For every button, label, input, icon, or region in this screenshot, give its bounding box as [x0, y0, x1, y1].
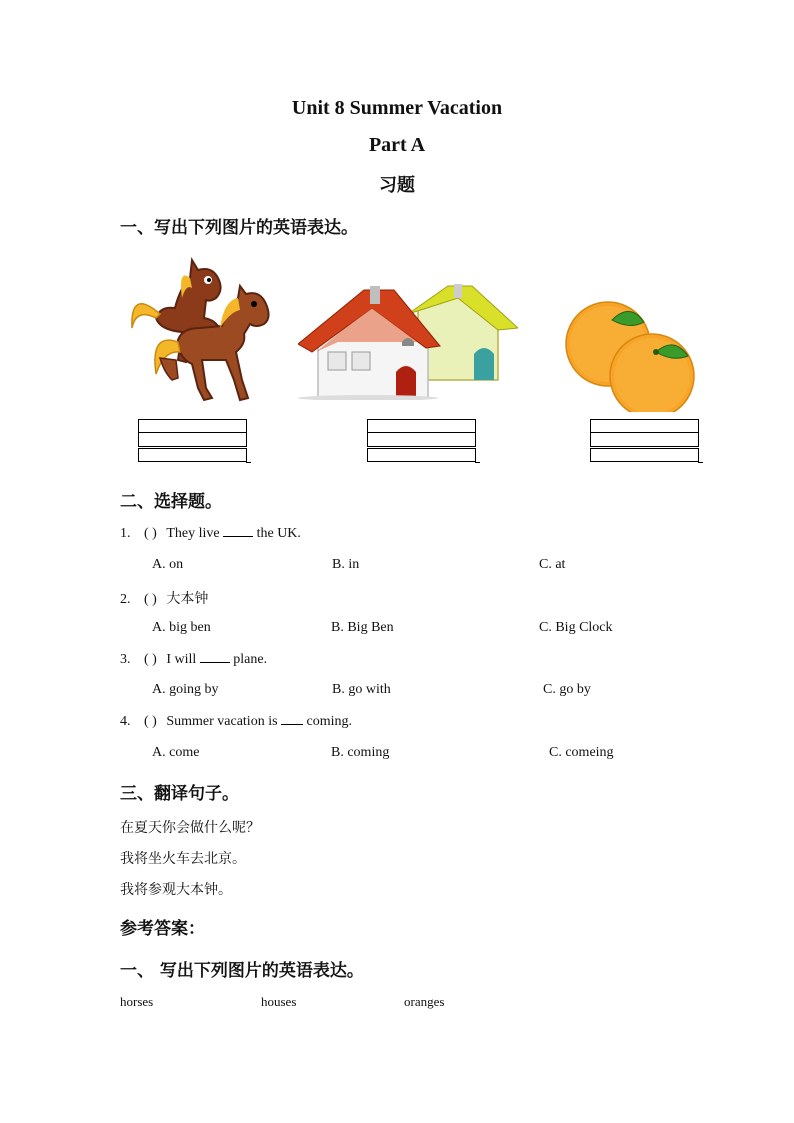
- option-b: B. Big Ben: [331, 620, 394, 635]
- section1-heading: 一、写出下列图片的英语表达。: [120, 218, 358, 238]
- question-text: I will: [166, 652, 200, 667]
- answer-oranges: oranges: [404, 994, 445, 1009]
- blank-line: [200, 651, 230, 663]
- option-c: C. comeing: [549, 745, 614, 760]
- question-text: They live: [166, 526, 224, 541]
- horses-icon: [120, 248, 280, 408]
- question-text: plane.: [233, 652, 268, 667]
- question-number: 3.: [120, 652, 131, 667]
- answer-box-oranges[interactable]: [590, 419, 699, 463]
- question-text: 大本钟: [166, 591, 209, 607]
- answers-section1-heading: 一、 写出下列图片的英语表达。: [120, 961, 364, 981]
- answer-paren[interactable]: ( ): [144, 714, 157, 729]
- part-label: Part A: [368, 134, 426, 156]
- option-b: B. go with: [332, 682, 391, 697]
- answer-paren[interactable]: ( ): [144, 652, 157, 667]
- translate-sentence-1: 在夏天你会做什么呢？: [120, 820, 260, 836]
- blank-line: [223, 525, 253, 537]
- translate-sentence-2: 我将坐火车去北京。: [120, 851, 246, 867]
- exercise-subtitle: 习题: [379, 175, 415, 196]
- translate-sentence-3: 我将参观大本钟。: [120, 882, 232, 898]
- option-c: C. go by: [543, 682, 591, 697]
- question-number: 1.: [120, 526, 131, 541]
- question-3: [120, 651, 267, 668]
- option-b: B. in: [332, 557, 360, 572]
- section3-heading: 三、翻译句子。: [120, 784, 239, 804]
- option-b: B. coming: [331, 745, 390, 760]
- option-a: A. going by: [152, 682, 219, 697]
- houses-icon: [298, 280, 518, 400]
- answer-paren[interactable]: ( ): [144, 526, 157, 541]
- answer-box-horses[interactable]: [138, 419, 247, 463]
- oranges-icon: [560, 300, 700, 412]
- blank-line: [281, 713, 303, 725]
- option-c: C. at: [539, 557, 566, 572]
- question-text: Summer vacation is: [166, 714, 282, 729]
- answer-horses: horses: [120, 994, 154, 1009]
- page-title: Unit 8 Summer Vacation: [291, 97, 503, 119]
- option-a: A. come: [152, 745, 200, 760]
- question-number: 4.: [120, 714, 131, 729]
- answers-heading: 参考答案：: [120, 919, 205, 939]
- question-text: coming.: [306, 714, 353, 729]
- question-text: the UK.: [256, 526, 301, 541]
- option-a: A. on: [152, 557, 184, 572]
- answer-houses: houses: [261, 994, 297, 1009]
- option-a: A. big ben: [152, 620, 211, 635]
- option-c: C. Big Clock: [539, 620, 613, 635]
- section2-heading: 二、选择题。: [120, 492, 222, 512]
- answer-paren[interactable]: ( ): [144, 592, 157, 607]
- question-1: [120, 525, 301, 542]
- question-4: [120, 713, 352, 730]
- question-2: [120, 588, 208, 608]
- answer-box-houses[interactable]: [367, 419, 476, 463]
- question-number: 2.: [120, 592, 131, 607]
